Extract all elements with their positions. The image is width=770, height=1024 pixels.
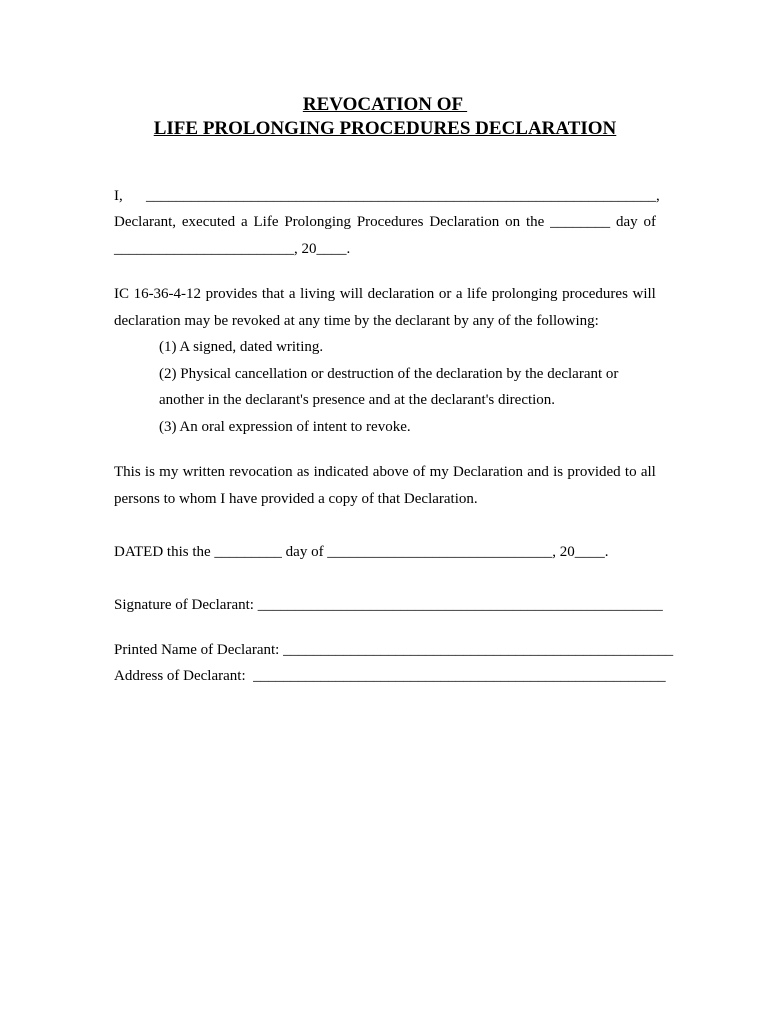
document-title-line-2: LIFE PROLONGING PROCEDURES DECLARATION xyxy=(153,118,617,139)
word: Declaration xyxy=(429,214,500,230)
word: or xyxy=(438,286,452,302)
word: 16-36-4-12 xyxy=(133,286,202,302)
word: Declaration xyxy=(453,464,523,480)
word: a xyxy=(288,286,296,302)
word: a xyxy=(455,286,463,302)
word: of xyxy=(643,214,656,230)
word: declaration xyxy=(367,286,435,302)
word: is xyxy=(553,464,564,480)
word: above xyxy=(372,464,409,480)
word: will xyxy=(339,286,364,302)
printed-name-line: Printed Name of Declarant: ____________________________________________________ xyxy=(114,642,674,658)
word: Declarant, xyxy=(114,214,177,230)
revocation-method-2-line-1: (2) Physical cancellation or destruction of the declaration by the declarant or xyxy=(159,366,619,382)
word: living xyxy=(300,286,336,302)
revocation-line-2: persons to whom I have provided a copy of that Declaration. xyxy=(114,491,478,507)
word: revocation xyxy=(229,464,293,480)
word: ________ xyxy=(550,214,611,230)
signature-line: Signature of Declarant: ______________________________________________________ xyxy=(114,597,663,613)
word: my xyxy=(159,464,179,480)
word: indicated xyxy=(313,464,369,480)
dated-line: DATED this the _________ day of ______________________________, 20____. xyxy=(114,544,609,560)
statute-line-1 xyxy=(114,286,656,303)
intro-i-label: I, xyxy=(114,188,123,204)
word: day xyxy=(615,214,638,230)
word: provides xyxy=(205,286,258,302)
address-line: Address of Declarant: _______________________________________________________ xyxy=(114,668,666,684)
word: to xyxy=(624,464,637,480)
word: provided xyxy=(567,464,621,480)
word: procedures xyxy=(562,286,628,302)
word: the xyxy=(525,214,545,230)
revocation-line-1 xyxy=(114,464,656,481)
word: IC xyxy=(114,286,129,302)
word: of xyxy=(412,464,426,480)
word: Life xyxy=(253,214,279,230)
word: prolonging xyxy=(491,286,558,302)
word: my xyxy=(429,464,449,480)
revocation-method-3: (3) An oral expression of intent to revoke. xyxy=(159,419,411,435)
word: on xyxy=(505,214,521,230)
declarant-name-blank: ____________________________________________________________________, xyxy=(146,188,660,204)
word: as xyxy=(296,464,310,480)
word: executed xyxy=(181,214,236,230)
word: and xyxy=(527,464,549,480)
document-title-line-1: REVOCATION OF xyxy=(302,94,468,115)
word: life xyxy=(467,286,488,302)
revocation-method-2-line-2: another in the declarant's presence and at the declarant's direction. xyxy=(159,392,556,408)
revocation-method-1: (1) A signed, dated writing. xyxy=(159,339,324,355)
word: Prolonging xyxy=(284,214,352,230)
word: is xyxy=(144,464,155,480)
word: written xyxy=(182,464,226,480)
word: Procedures xyxy=(356,214,424,230)
intro-line-2 xyxy=(114,214,656,231)
word: will xyxy=(632,286,656,302)
intro-line-3: ________________________, 20____. xyxy=(114,241,351,257)
word: This xyxy=(114,464,141,480)
word: all xyxy=(640,464,656,480)
statute-line-2: declaration may be revoked at any time by the declarant by any of the following: xyxy=(114,313,599,329)
word: that xyxy=(261,286,285,302)
word: a xyxy=(241,214,248,230)
